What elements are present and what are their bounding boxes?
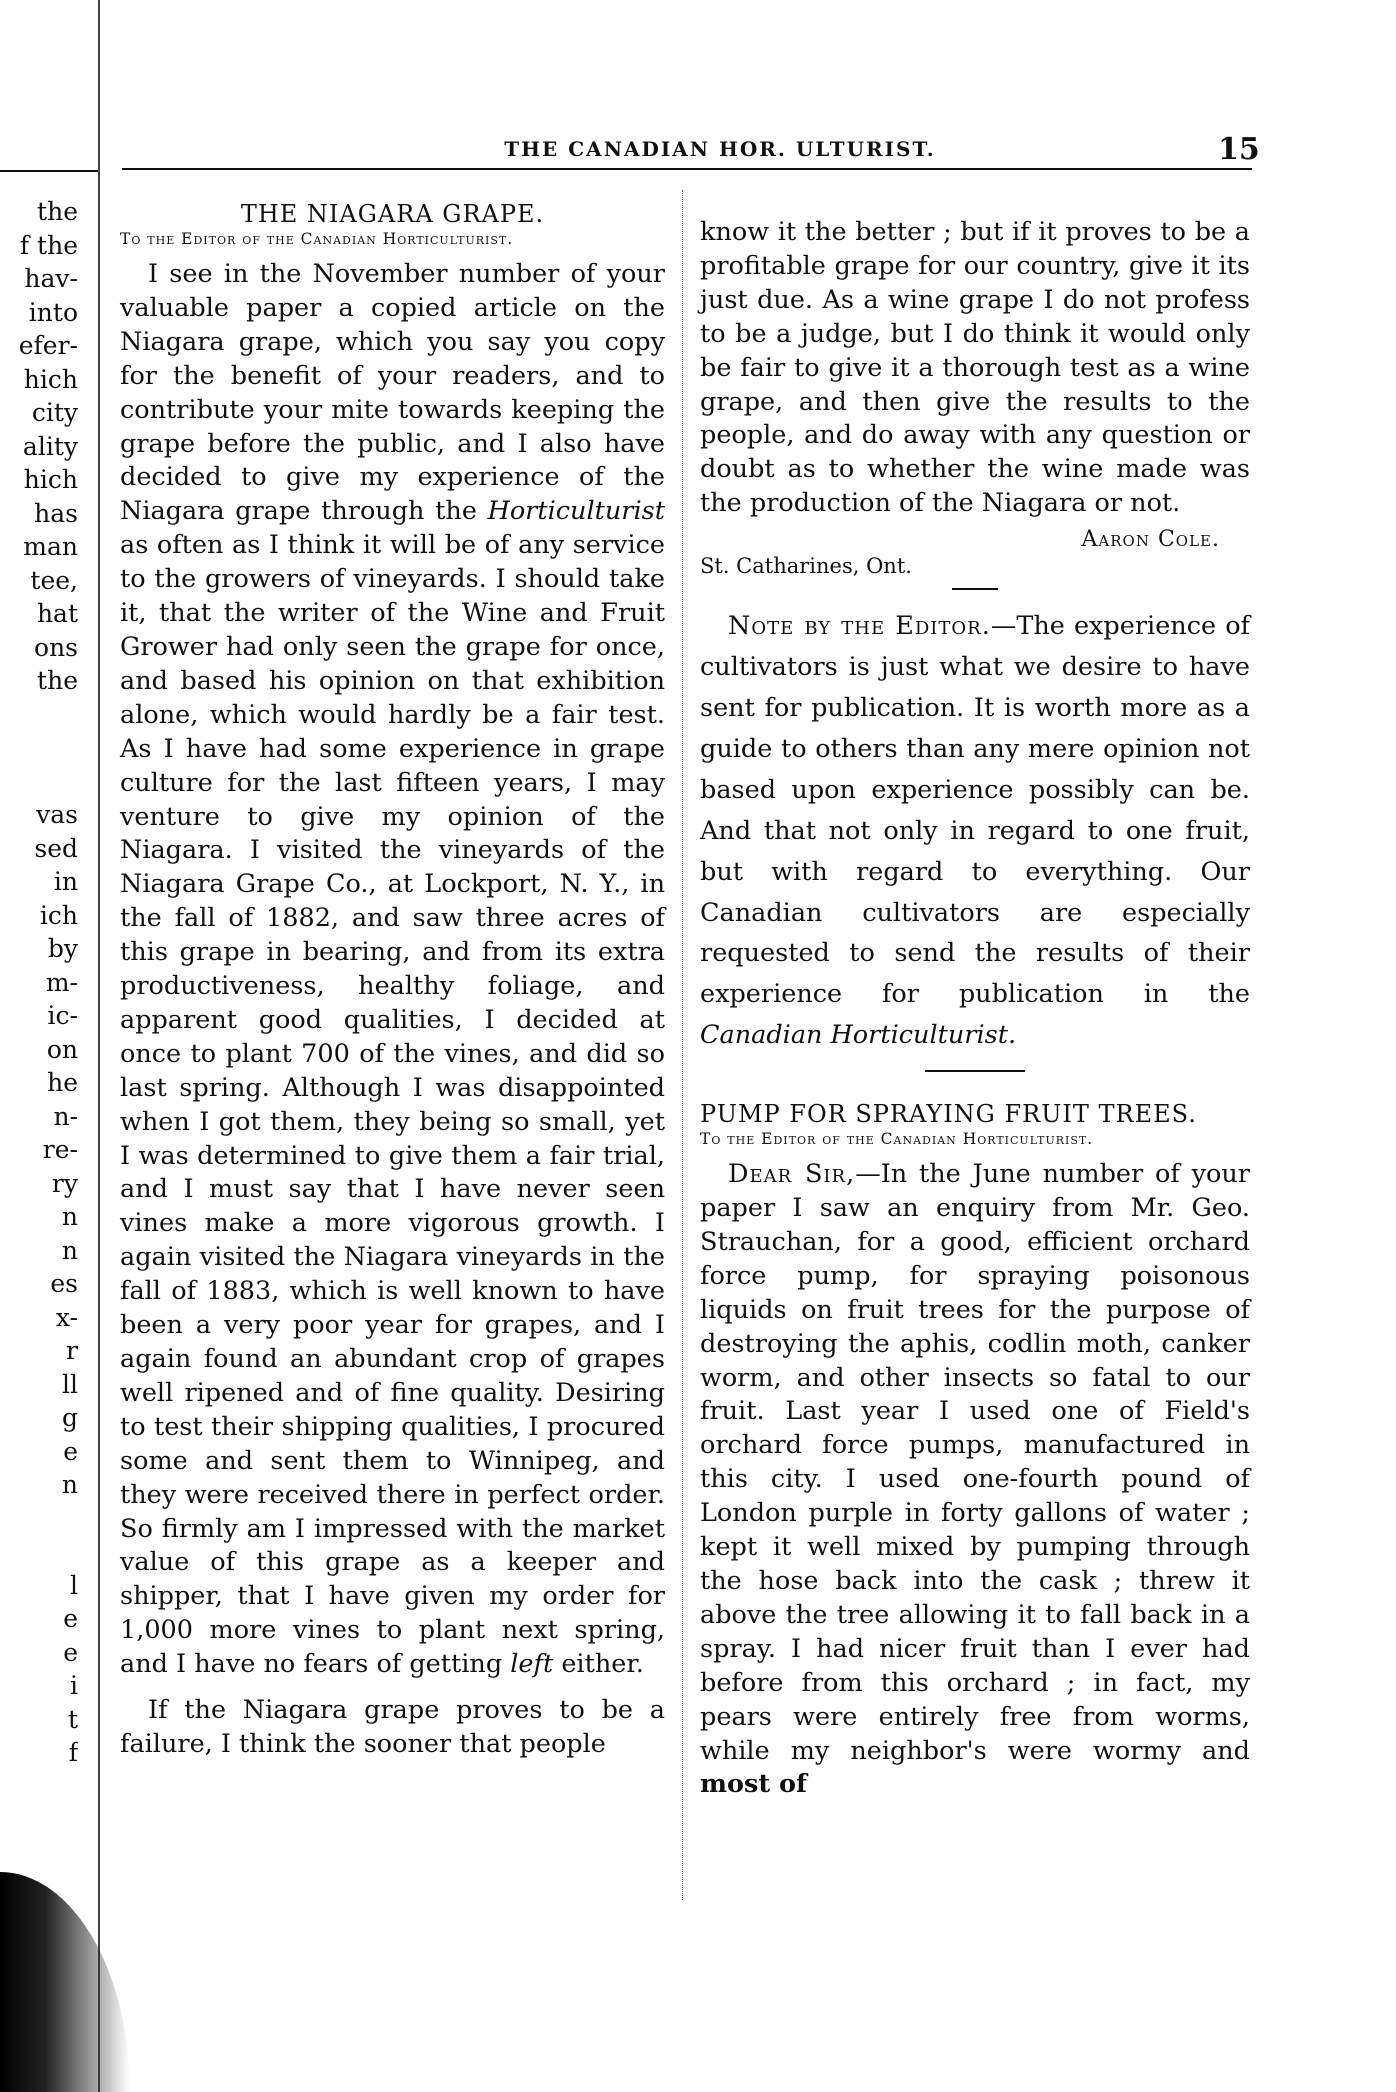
margin-fragment: in <box>53 867 78 896</box>
margin-fragment: on <box>46 1034 78 1064</box>
salutation: Dear Sir, <box>728 1159 856 1190</box>
margin-fragment: sed <box>34 833 78 863</box>
body-text: —In the June number of your paper I saw an enquiry from Mr. Geo. Strauchan, for a good, efficient orchard force pump, for spraying poisonous liquids on fruit trees for the purpose of destroying the aphis, codlin moth, canker worm, and other insects so fatal to our fruit. Last year I used one of Field's orchard force pumps, manufactured in this city. I used one-fourth pound of London purple in forty gallons of water ; kept it well mixed by pumping through the hose back into the cask ; threw it above the tree allowing it to fall back in a spray. I had nicer fruit than I ever had before from this orchard ; in fact, my pears were entirely free from worms, while my neighbor's were wormy and <box>700 1159 1250 1766</box>
margin-fragment: f the <box>19 230 78 260</box>
previous-page-margin <box>0 195 78 1770</box>
page-number: 15 <box>1218 132 1260 167</box>
section-rule <box>952 588 998 590</box>
margin-fragment: hat <box>36 599 78 628</box>
margin-fragment: ry <box>51 1168 78 1198</box>
note-label: Note by the Editor. <box>728 611 991 642</box>
header-rule <box>122 168 1252 170</box>
text-run: as often as I think it will be of any service to the growers of vineyards. I should take it, that the writer of the Wine and Fruit Grower had only seen the grape for once, and based his opinion on that exhibition alone, which would hardly be a fair test. As I have had some experience in grape culture for the last fifteen years, I may venture to give my opinion of the Niagara. I visited the vineyards of the Niagara Grape Co., at Lockport, N. Y., in the fall of 1882, and saw three acres of this grape in bearing, and from its extra productiveness, healthy foliage, and apparent good qualities, I decided at once to plant 700 of the vines, and did so last spring. Although I was disappointed when I got them, they being so small, yet I was determined to give them a fair trial, and I must say that I have never seen vines make a more vigorous growth. I again visited the Niagara vineyards in the fall of 1883, which is well known to have been a very poor year for grapes, and I again found an abundant crop of grapes well ripened and of fine quality. Desiring to test their shipping qualities, I procured some and sent them to Winnipeg, and they were received there in perfect order. So firmly am I impressed with the market value of this grape as a keeper and shipper, that I have given my order for 1,000 more vines to plant next spring, and I have no fears of getting <box>120 530 665 1680</box>
margin-fragment: hich <box>23 465 78 494</box>
text-run: either. <box>553 1649 644 1680</box>
margin-fragment: re- <box>42 1135 78 1164</box>
article-continuation: know it the better ; but if it proves to be a profitable grape for our country, give it its just due. As a wine grape I do not profess to be a judge, but I do think it would only be fair to give it a thorough test as a wine grape, and then give the results to the people, and do away with any question or doubt as to whether the wine made was the production of the Niagara or not. <box>700 217 1250 519</box>
margin-fragment: has <box>34 498 78 528</box>
running-head: THE CANADIAN HOR. ULTURIST. <box>504 137 936 161</box>
margin-fragment: n <box>61 1470 78 1499</box>
article-title: PUMP FOR SPRAYING FRUIT TREES. <box>700 1100 1197 1129</box>
margin-fragment: the <box>37 666 78 695</box>
margin-fragment: l <box>70 1570 78 1600</box>
margin-fragment: he <box>47 1068 78 1097</box>
margin-fragment: vas <box>36 800 78 829</box>
margin-fragment <box>0 1502 78 1536</box>
margin-fragment: t <box>67 1704 78 1734</box>
margin-fragment: man <box>23 532 78 561</box>
margin-fragment: n <box>61 1235 78 1265</box>
margin-fragment <box>0 765 78 799</box>
editor-address: To the Editor of the Canadian Horticulturist. <box>700 1130 1094 1149</box>
binding-shadow <box>0 1872 130 2092</box>
body-paragraph: If the Niagara grape proves to be a failure, I think the sooner that people <box>120 1695 665 1759</box>
margin-fragment: ic- <box>47 1001 78 1030</box>
margin-fragment <box>0 731 78 765</box>
margin-fragment: ons <box>34 632 78 662</box>
author-signature: Aaron Cole. <box>1081 527 1220 553</box>
margin-fragment: n <box>61 1202 78 1231</box>
margin-fragment: city <box>31 398 78 427</box>
margin-fragment: ll <box>62 1369 78 1399</box>
margin-fragment: tee, <box>30 565 78 595</box>
margin-fragment <box>0 698 78 732</box>
author-location: St. Catharines, Ont. <box>700 554 912 579</box>
left-column <box>120 200 665 1762</box>
margin-fragment: e <box>63 1436 78 1466</box>
body-text-end: most of <box>700 1769 807 1800</box>
margin-fragment: x- <box>55 1302 78 1332</box>
article-body <box>700 1158 1250 1802</box>
right-column <box>700 216 1250 1802</box>
note-text: —The experience of cultivators is just what we desire to have sent for publication. It is worth more as a guide to others than any mere opinion not based upon experience possibly can be. And that not only in regard to one fruit, but with regard to everything. Our Canadian cultivators are especially requested to send the results of their experience for publication in the <box>700 611 1250 1010</box>
margin-fragment: into <box>28 297 78 327</box>
page-gutter <box>98 0 100 2092</box>
section-rule <box>925 1070 1025 1072</box>
margin-fragment: ich <box>39 900 78 930</box>
margin-fragment: ality <box>22 431 78 461</box>
margin-fragment: r <box>66 1336 78 1365</box>
italic-word: left <box>510 1649 554 1680</box>
margin-fragment: e <box>63 1604 78 1633</box>
margin-fragment: efer- <box>18 331 78 360</box>
margin-fragment: es <box>50 1269 78 1298</box>
body-paragraph <box>120 258 665 1682</box>
margin-fragment: by <box>47 934 78 963</box>
margin-fragment: f <box>68 1738 78 1767</box>
italic-title: Horticulturist <box>487 496 665 527</box>
margin-fragment: e <box>63 1637 78 1667</box>
margin-fragment <box>0 1535 78 1569</box>
text-run: I see in the November number of your valuable paper a copied article on the Niagara grape, which you say you copy for the benefit of your readers, and to contribute your mite towards keeping the grape before the public, and I also have decided to give my experience of the Niagara grape through the <box>120 259 665 527</box>
previous-page-rule <box>0 170 98 172</box>
margin-fragment: m- <box>45 967 78 997</box>
margin-fragment: g <box>61 1403 78 1432</box>
margin-fragment: hich <box>23 364 78 394</box>
margin-fragment: i <box>70 1671 78 1700</box>
margin-fragment: hav- <box>24 264 78 293</box>
margin-fragment: the <box>37 197 78 226</box>
margin-fragment: n- <box>53 1101 78 1131</box>
column-divider <box>682 190 683 1900</box>
italic-title: Canadian Horticulturist. <box>700 1020 1017 1051</box>
article-title: THE NIAGARA GRAPE. <box>240 200 545 228</box>
article-body <box>120 258 665 1762</box>
editor-note <box>700 606 1250 1056</box>
editor-address: To the Editor of the Canadian Horticulturist. <box>120 230 514 248</box>
